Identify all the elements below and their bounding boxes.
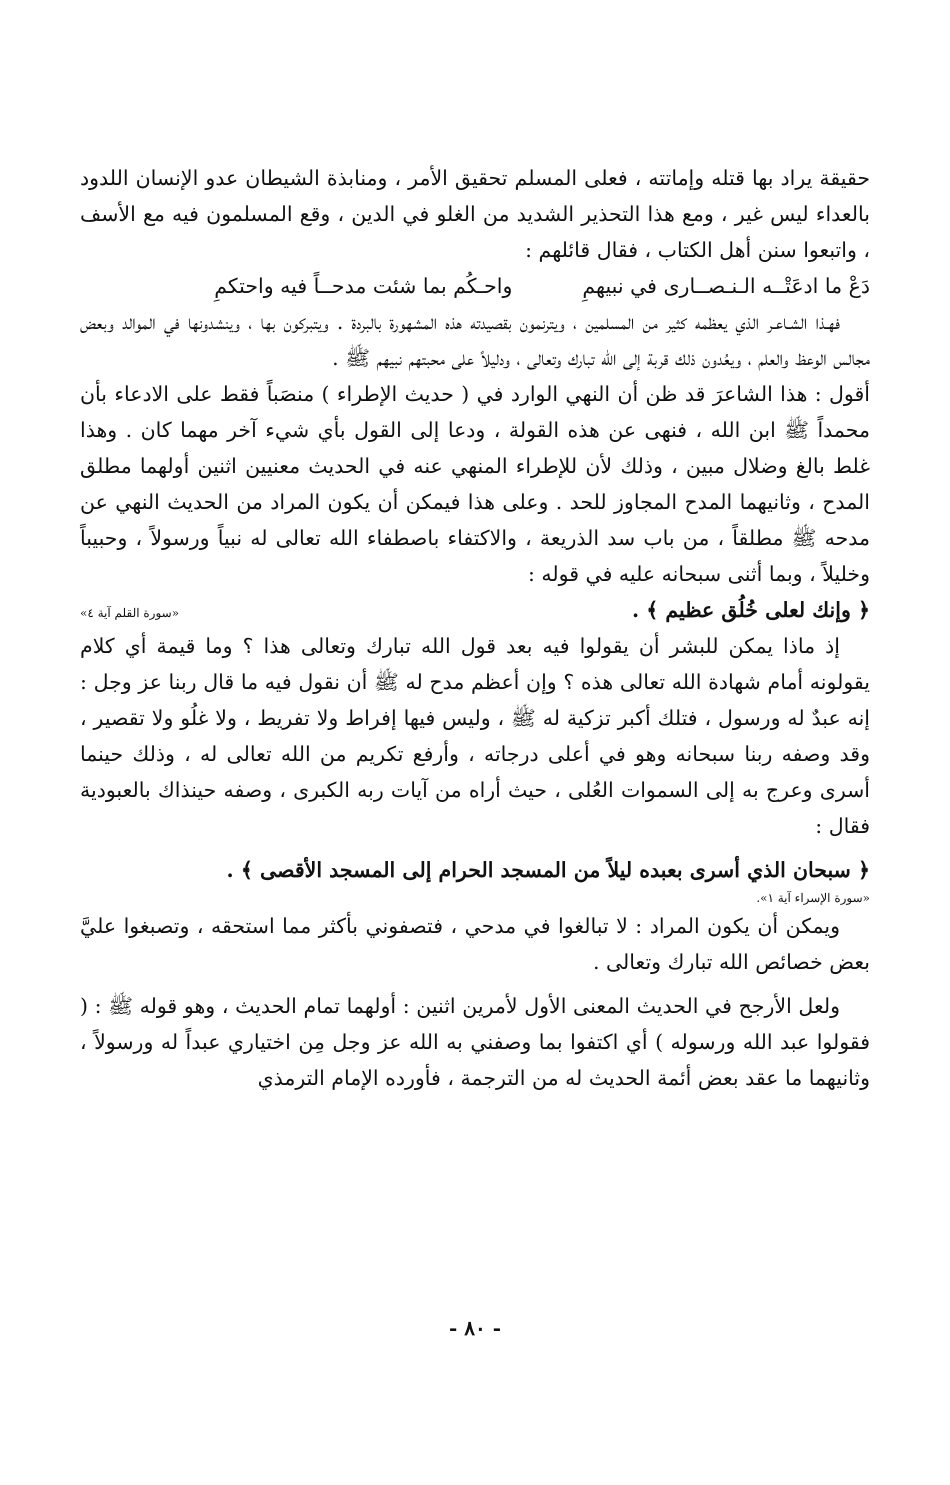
quran-verse-1 [80,592,870,628]
poem-hemistich-left: واحـكُم بما شئت مدحــاً فيه واحتكمِ [214,274,513,298]
page-number: - ٨٠ - [448,1316,501,1340]
paragraph-5: ويمكن أن يكون المراد : لا تبالغوا في مدحي ، فتصفوني بأكثر مما استحقه ، وتصبغوا عليَّ بعض خصائص الله تبارك وتعالى . [80,914,870,974]
verse-reference-1: «سورة القلم آية ٤» [80,606,180,620]
verse-reference-2: «سورة الإسراء آية ١». [756,891,870,905]
poem-verse [80,268,870,304]
paragraph-3: أقول : هذا الشاعرَ قد ظن أن النهي الوارد في ( حديث الإطراء ) منصَباً فقط على الادعاء بأن محمداً ﷺ ابن الله ، فنهى عن هذه القولة ، ودعا إلى القول بأي شيء آخر مهما كان . وهذا غلط بالغ وضلال مبين ، وذلك لأن للإطراء المنهي عنه في الحديث معنيين اثنين أولهما مطلق المدح ، وثانيهما المدح المجاوز للحد . وعلى هذا فيمكن أن يكون المراد من الحديث النهي عن مدحه ﷺ مطلقاً ، من باب سد الذريعة ، والاكتفاء باصطفاء الله تعالى له نبياً ورسولاً ، وحبيباً وخليلاً ، وبما أثنى سبحانه عليه في قوله : [80,382,870,586]
quran-verse-2: ﴿ سبحان الذي أسرى بعبده ليلاً من المسجد الحرام إلى المسجد الأقصى ﴾ . [226,858,870,882]
paragraph-2: فهـذا الشـاعـر الذي يعظمه كثير من المسلمين ، ويترنمون بقصيدته هذه المشهورة بالبردة . ويتبركون بها ، وينشدونها في الموالد وبعض مجالس الوعظ والعلم ، ويعُدون ذلك قربة إلى الله تبارك وتعالى ، ودليلاً على محبتهم نبيهم ﷺ . [80,310,870,370]
paragraph-1: حقيقة يراد بها قتله وإماتته ، فعلى المسلم تحقيق الأمر ، ومنابذة الشيطان عدو الإنسان اللدود بالعداء ليس غير ، ومع هذا التحذير الشديد من الغلو في الدين ، وقع المسلمون فيه مع الأسف ، واتبعوا سنن أهل الكتاب ، فقال قائلهم : [80,166,870,262]
poem-hemistich-right: دَعْ ما ادعَتْــه الـنـصــارى في نبيهمِ [582,274,870,298]
page-body [80,160,870,1096]
paragraph-4: إذ ماذا يمكن للبشر أن يقولوا فيه بعد قول الله تبارك وتعالى هذا ؟ وما قيمة أي كلام يقولونه أمام شهادة الله تعالى هذه ؟ وإن أعظم مدح له ﷺ أن نقول فيه ما قال ربنا عز وجل : إنه عبدٌ له ورسول ، فتلك أكبر تزكية له ﷺ ، وليس فيها إفراط ولا تفريط ، ولا غلُو ولا تقصير ، وقد وصفه ربنا سبحانه وهو في أعلى درجاته ، وأرفع تكريم من الله تعالى له ، وذلك حينما أسرى وعرج به إلى السموات العُلى ، حيث أراه من آيات ربه الكبرى ، وصفه حينذاك بالعبودية فقال : [80,634,870,838]
paragraph-6: ولعل الأرجح في الحديث المعنى الأول لأمرين اثنين : أولهما تمام الحديث ، وهو قوله ﷺ : ( فقولوا عبد الله ورسوله ) أي اكتفوا بما وصفني به الله عز وجل مِن اختياري عبداً له ورسولاً ، وثانيهما ما عقد بعض أئمة الحديث له من الترجمة ، فأورده الإمام الترمذي [80,994,870,1090]
verse-text-1: ﴿ وإنك لعلى خُلُق عظيم ﴾ . [631,598,870,622]
